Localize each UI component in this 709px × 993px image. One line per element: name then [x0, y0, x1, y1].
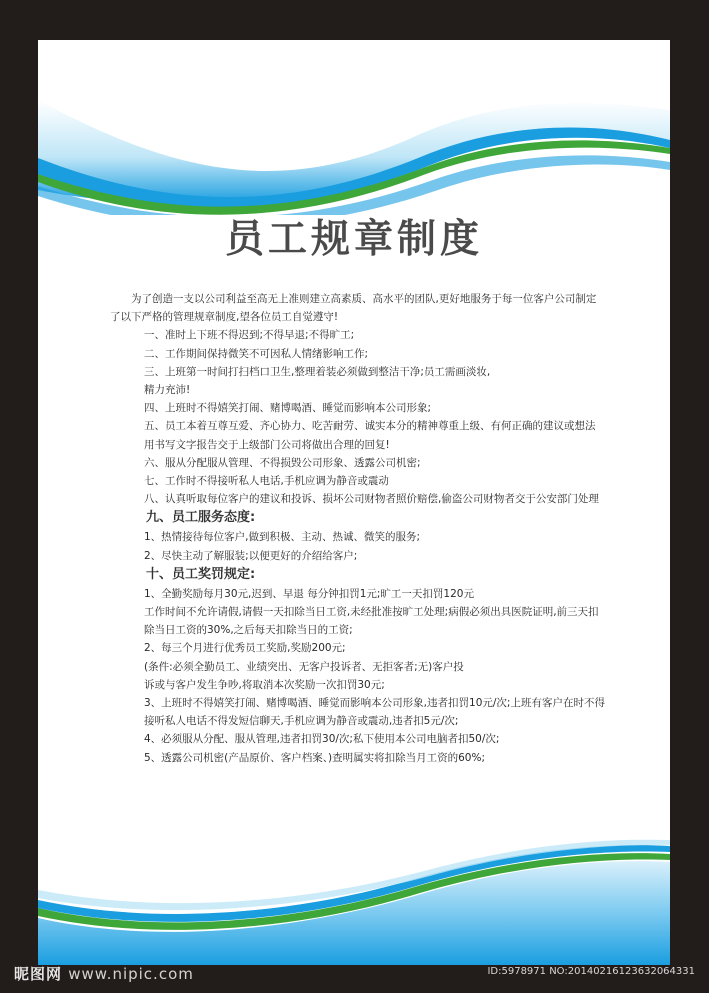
paragraph: 工作时间不允许请假,请假一天扣除当日工资,未经批准按旷工处理;病假必须出具医院证明,前三天扣除当日工资的30%,之后每天扣除当日的工资;: [144, 606, 599, 637]
paragraph: 5、透露公司机密(产品原价、客户档案、)查明属实将扣除当月工资的60%;: [144, 751, 485, 764]
paragraph: 2、每三个月进行优秀员工奖励,奖励200元;: [144, 642, 346, 655]
watermark: [14, 963, 194, 984]
paragraph: (条件:必须全勤员工、业绩突出、无客户投诉者、无拒客者;无)客户投: [144, 660, 464, 673]
section-heading: 九、员工服务态度:: [146, 510, 256, 526]
paragraph: 3、上班时不得嬉笑打闹、赌博喝酒、睡觉而影响本公司形象,违者扣罚10元/次;上班有客户在时不得接听私人电话不得发短信聊天,手机应调为静音或震动,违者扣5元/次;: [144, 697, 605, 728]
paragraph: 诉或与客户发生争吵,将取消本次奖励一次扣罚30元;: [144, 678, 385, 691]
section-heading: 十、员工奖罚规定:: [146, 566, 256, 582]
paragraph: 四、上班时不得嬉笑打闹、赌博喝酒、睡觉而影响本公司形象;: [144, 402, 432, 415]
paragraph: 精力充沛!: [144, 384, 191, 397]
paragraph: 2、尽快主动了解服装;以便更好的介绍给客户;: [144, 549, 358, 562]
paragraph: 三、上班第一时间打扫档口卫生,整理着装必须做到整洁干净;员工需画淡妆,: [144, 365, 491, 378]
top-wave-decoration: [38, 40, 670, 215]
paragraph: 二、工作期间保持微笑不可因私人情绪影响工作;: [144, 347, 369, 360]
paragraph: 一、准时上下班不得迟到;不得早退;不得旷工;: [144, 329, 355, 342]
paragraph: 1、热情接待每位客户,做到积极、主动、热诚、微笑的服务;: [144, 531, 421, 544]
paragraph: 为了创造一支以公司利益至高无上准则建立高素质、高水平的团队,更好地服务于每一位客户公司制定了以下严格的管理规章制度,望各位员工自觉遵守!: [110, 293, 597, 324]
page-title: 员工规章制度: [224, 217, 483, 262]
paragraph: 1、全勤奖励每月30元,迟到、早退 每分钟扣罚1元;旷工一天扣罚120元: [144, 587, 474, 600]
bottom-wave-decoration: [38, 830, 670, 965]
watermark-url: www.nipic.com: [68, 965, 194, 983]
image-id-label: ID:5978971 NO:20140216123632064331: [487, 966, 695, 977]
document-body: [110, 290, 605, 767]
paragraph: 五、员工本着互尊互爱、齐心协力、吃苦耐劳、诚实本分的精神尊重上级、有何正确的建议或想法用书写文字报告交于上级部门公司将做出合理的回复!: [144, 420, 596, 451]
paragraph: 六、服从分配服从管理、不得损毁公司形象、透露公司机密;: [144, 456, 421, 469]
poster: [38, 40, 670, 965]
watermark-brand: 昵图网: [14, 965, 63, 983]
paragraph: 八、认真听取每位客户的建议和投诉、损坏公司财物者照价赔偿,偷盗公司财物者交于公安部门处理: [144, 493, 599, 506]
paragraph: 4、必须服从分配、服从管理,违者扣罚30/次;私下使用本公司电脑者扣50/次;: [144, 733, 500, 746]
paragraph: 七、工作时不得接听私人电话,手机应调为静音或震动: [144, 475, 389, 488]
